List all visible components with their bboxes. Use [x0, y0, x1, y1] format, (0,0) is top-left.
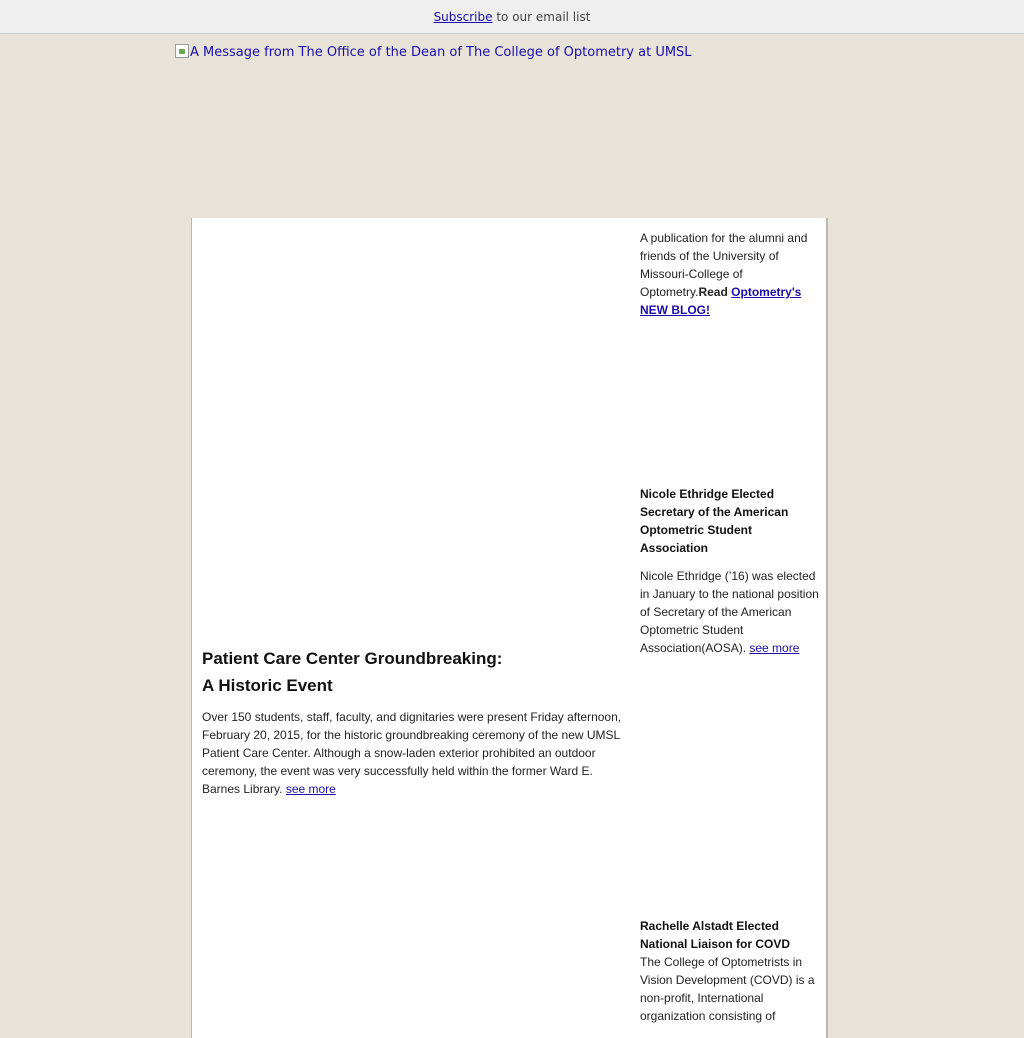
subscribe-link[interactable]: Subscribe	[433, 10, 493, 24]
subscribe-bar-text: to our email list	[492, 10, 591, 24]
main-article-body	[202, 708, 630, 798]
main-title-line2: A Historic Event	[202, 676, 333, 695]
main-article-title	[202, 645, 622, 699]
article-title-rachelle-alstadt: Rachelle Alstadt Elected National Liaison for COVD	[640, 919, 791, 951]
header-banner-image[interactable]	[175, 44, 692, 61]
broken-image-icon	[175, 44, 189, 58]
see-more-link-groundbreaking[interactable]: see more	[285, 782, 336, 796]
article-text: Nicole Ethridge (’16) was elected in January to the national position of Secretary of the American Optometric Student Association(AOSA).	[640, 569, 819, 655]
main-article-text: Over 150 students, staff, faculty, and dignitaries were present Friday afternoon, February 20, 2015, for the historic groundbreaking ceremony of the new UMSL Patient Care Center. Although a snow-laden exterior prohibited an outdoor ceremony, the event was very successfully held within the former Ward E. Barnes Library.	[202, 710, 622, 796]
sidebar-intro	[640, 229, 820, 319]
see-more-link-nicole[interactable]: see more	[749, 641, 800, 655]
article-body-nicole-ethridge	[640, 567, 820, 657]
blog-link[interactable]: Optometry's NEW BLOG!	[640, 285, 802, 317]
sidebar-intro-text: A publication for the alumni and friends of the University of Missouri-College of Optometry.	[640, 231, 808, 299]
article-body-rachelle-alstadt: The College of Optometrists in Vision Development (COVD) is a non-profit, International organization consisting of	[640, 955, 815, 1023]
sidebar-intro-read: Read	[698, 285, 732, 299]
main-title-line1: Patient Care Center Groundbreaking:	[202, 649, 503, 668]
header-image-alt-text: A Message from The Office of the Dean of The College of Optometry at UMSL	[190, 45, 692, 60]
subscribe-bar	[0, 0, 1024, 34]
article-title-nicole-ethridge: Nicole Ethridge Elected Secretary of the American Optometric Student Association	[640, 487, 789, 555]
